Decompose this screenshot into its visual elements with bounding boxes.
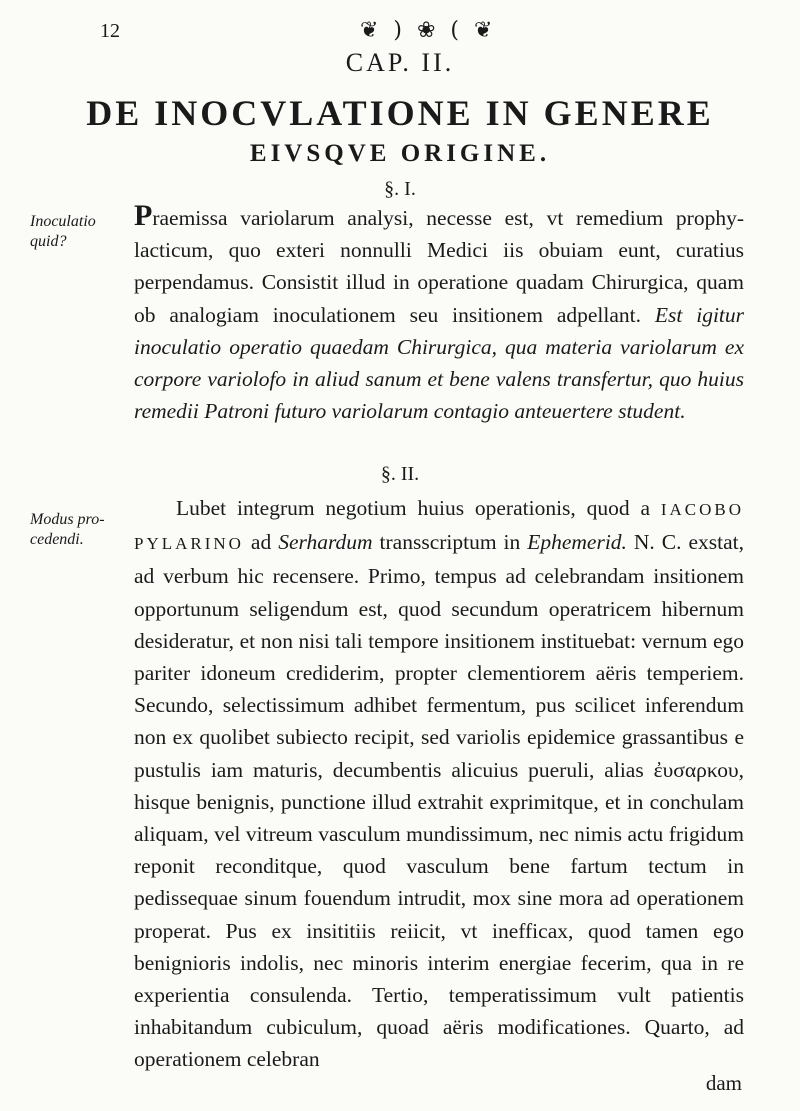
section-mark-1: §. I. xyxy=(384,178,416,200)
header-ornament: ❦ ) ❀ ( ❦ xyxy=(360,18,497,43)
catchword: dam xyxy=(705,1071,742,1095)
recipient-name: Serhardum xyxy=(278,530,373,555)
margin-note-modus: Modus procedendi. xyxy=(30,511,105,548)
page-number: 12 xyxy=(100,20,120,42)
section-1-definition-cont: quo huius remedii Patroni futuro variolarum contagio anteuertere student. xyxy=(134,367,744,424)
section-1-definition: Est igitur inoculatio operatio quaedam Chirurgica, qua materia variolarum ex corpore variolofo in aliud sanum et bene valens transfertur, xyxy=(134,302,745,392)
section-2-paragraph xyxy=(134,492,744,1076)
section-2-text-body: N. C. exstat, ad verbum hic recensere. Primo, tempus ad celebrandam insitionem opportunum seligendum est, quod secundum operatricem hibernum desideratur, et non nisi tali tempore insitionem instituebat: vernum ego pariter idoneum crediderim, propter clementiorem aëris temperiem. Secundo, selectissimum adhibet fermentum, pus scilicet inferendum non ex quolibet subiecto recipit, sed variolis epidemice grassantibus e pustulis iam maturis, decumbentis alicuius pueruli, alias ἐυσαρκου, hisque benignis, punctione illud extrahit exprimitque, et in conchulam aliquam, vel vitreum vasculum mundissimum, nec nimis actu frigidum reponit reconditque, quod vasculum bene fartum tectum in pedissequae sinum fouendum intrudit, mox sine mora ad operationem properat. Pus ex insititiis reiicit, vt inefficax, quod tamen ego benignioris indolis, nec minoris interim energiae fecerim, qua in re experientia consulenda. Tertio, temperatissimum vult patientis inhabitandum cubiculum, quoad aëris modificationes. Quarto, ad operationem celebran xyxy=(134,530,744,1072)
chapter-subtitle: EIVSQVE ORIGINE. xyxy=(249,140,551,167)
section-1-paragraph xyxy=(134,200,744,427)
section-mark-2: §. II. xyxy=(380,463,420,485)
section-2-text-a: Lubet integrum negotium huius operationis, quod a xyxy=(176,496,661,520)
section-2-text-c: transscriptum in xyxy=(372,530,528,555)
drop-cap: P xyxy=(134,199,153,232)
margin-note-inoculatio: Inoculatio quid? xyxy=(30,213,96,250)
chapter-label: CAP. II. xyxy=(345,48,455,77)
section-1-text: raemissa variolarum analysi, necesse est, vt remedium prophylacticum, quo exteri nonnulli Medici iis obuiam eunt, curatius perpendamus. Consistit illud in operatione quadam Chirurgica, quam ob analogiam inoculationem seu insitionem adpellant. xyxy=(134,206,744,327)
chapter-title: DE INOCVLATIONE IN GENERE xyxy=(86,93,714,133)
section-2-text-b: ad xyxy=(243,530,279,555)
running-header xyxy=(100,10,740,50)
source-title: Ephemerid. xyxy=(527,530,627,555)
author-name: IACOBO PYLARINO xyxy=(134,500,744,554)
